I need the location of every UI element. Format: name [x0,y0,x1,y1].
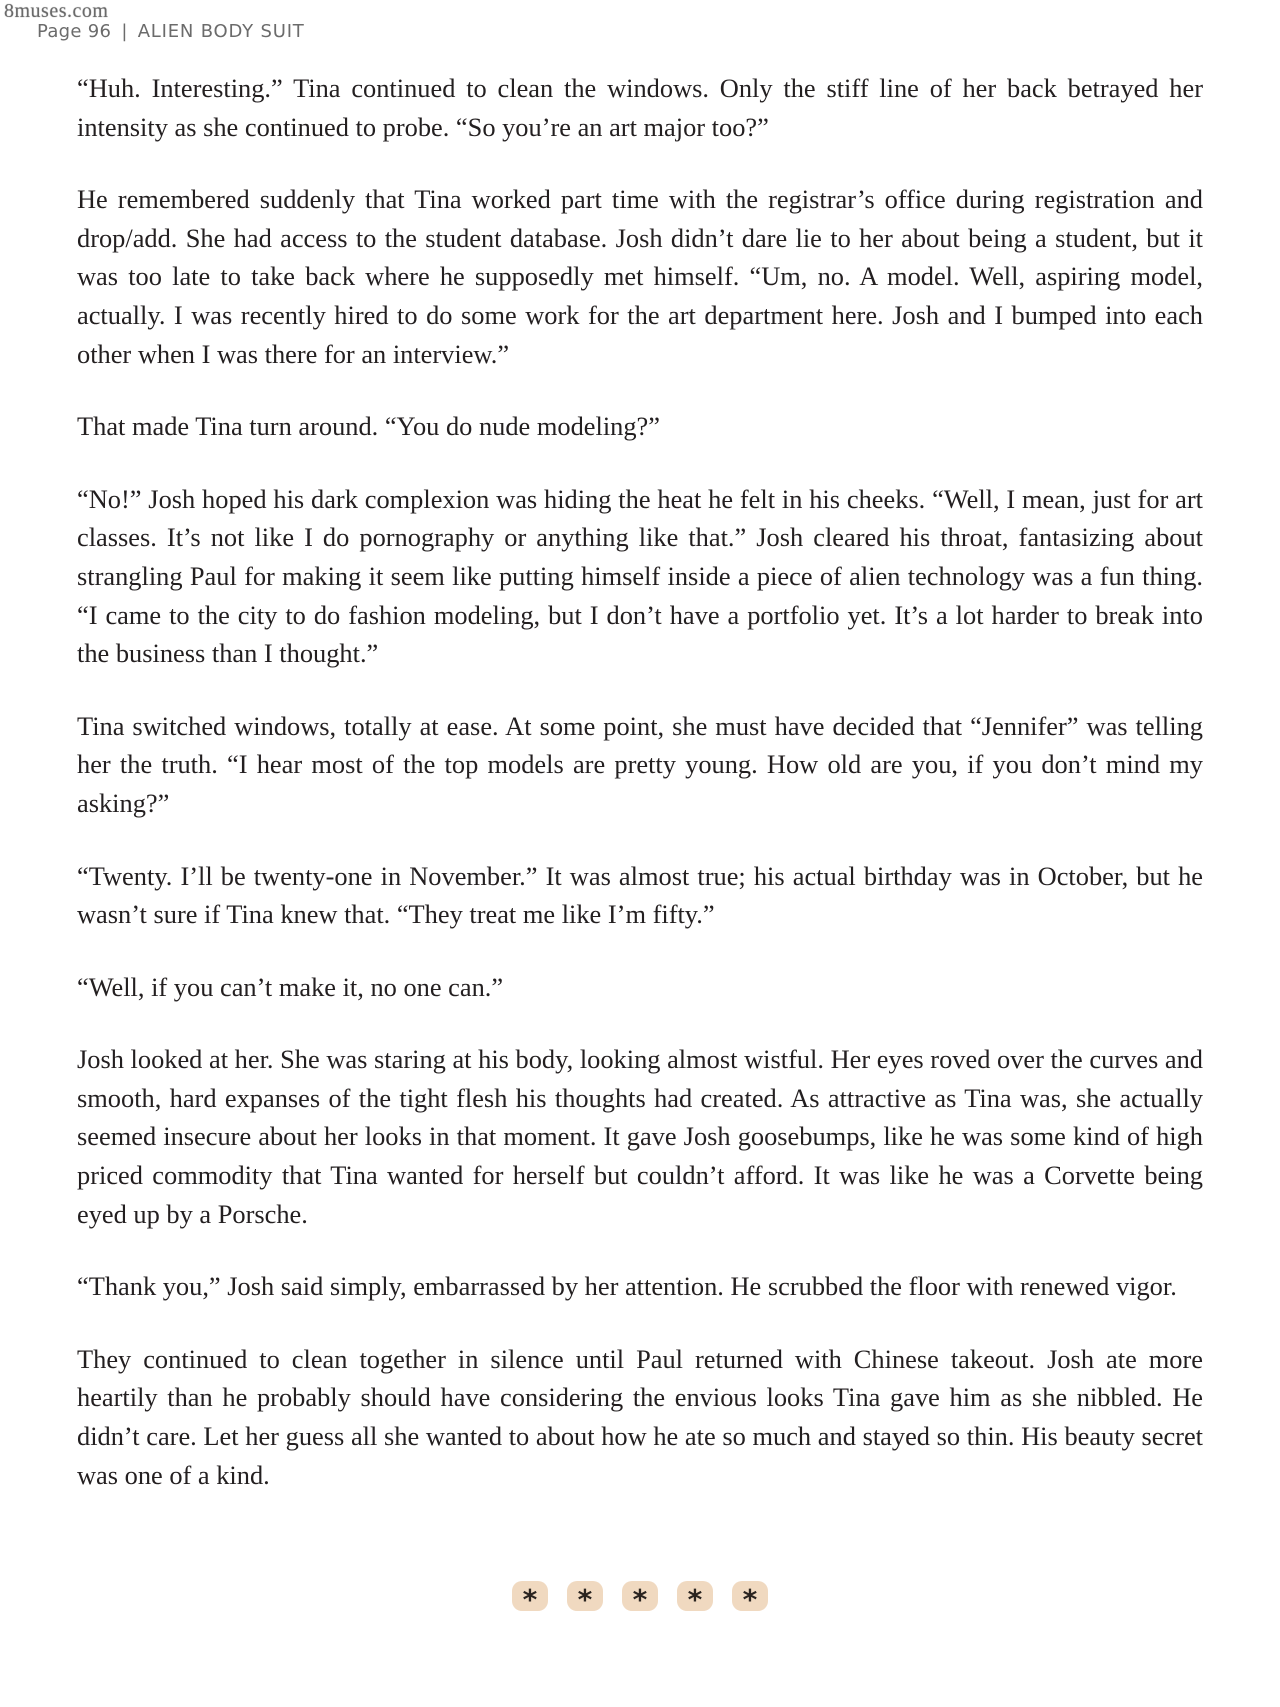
asterisk-ornament: * [622,1581,658,1611]
paragraph: Tina switched windows, totally at ease. At some point, she must have decided that “Jennifer” was telling her the truth. “I hear most of the top models are pretty young. How old are you, if you don’t mind my asking?” [77,710,1203,818]
paragraph: “Huh. Interesting.” Tina continued to clean the windows. Only the stiff line of her back betrayed her intensity as she continued to probe. “So you’re an art major too?” [77,73,1203,142]
paragraph: “Twenty. I’ll be twenty-one in November.” It was almost true; his actual birthday was in October, but he wasn’t sure if Tina knew that. “They treat me like I’m fifty.” [77,860,1203,930]
paragraph: “No!” Josh hoped his dark complexion was hiding the heat he felt in his cheeks. “Well, I mean, just for art classes. It’s not like I do pornography or anything like that.” Josh cleared his throat, fantasizing about strangling Paul for making it seem like putting himself inside a piece of alien technology was a fun thing. “I came to the city to do fashion modeling, but I don’t have a portfolio yet. It’s a lot harder to break into the business than I thought.” [77,483,1203,669]
paragraph: He remembered suddenly that Tina worked part time with the registrar’s office during registration and drop/add. She had access to the student database. Josh didn’t dare lie to her about being a student, but it was too late to take back where he supposedly met himself. “Um, no. A model. Well, aspiring model, actually. I was recently hired to do some work for the art department here. Josh and I bumped into each other when I was there for an interview.” [77,184,1203,369]
text-body [77,69,1203,1528]
asterisk-ornament: * [677,1581,713,1611]
running-header [37,21,305,42]
watermark: 8muses.com [4,0,109,22]
scene-break [0,1581,1280,1616]
header-separator: | [121,21,128,42]
paragraph: They continued to clean together in silence until Paul returned with Chinese takeout. Josh ate more heartily than he probably should have considering the envious looks Tina gave him as she nibbled. He didn’t care. Let her guess all she wanted to about how he ate so much and stayed so thin. His beauty secret was one of a kind. [77,1343,1203,1490]
page-number: Page 96 [37,21,112,42]
asterisk-ornament: * [732,1581,768,1611]
paragraph: Josh looked at her. She was staring at his body, looking almost wistful. Her eyes roved over the curves and smooth, hard expanses of the tight flesh his thoughts had created. As attractive as Tina was, she actually seemed insecure about her looks in that moment. It gave Josh goosebumps, like he was some kind of high priced commodity that Tina wanted for herself but couldn’t afford. It was like he was a Corvette being eyed up by a Porsche. [77,1044,1203,1229]
asterisk-ornament: * [512,1581,548,1611]
paragraph: “Well, if you can’t make it, no one can.” [77,971,504,1002]
paragraph: “Thank you,” Josh said simply, embarrassed by her attention. He scrubbed the floor with renewed vigor. [77,1271,1177,1302]
paragraph: That made Tina turn around. “You do nude modeling?” [77,411,660,442]
book-title: ALIEN BODY SUIT [137,21,305,42]
asterisk-ornament: * [567,1581,603,1611]
